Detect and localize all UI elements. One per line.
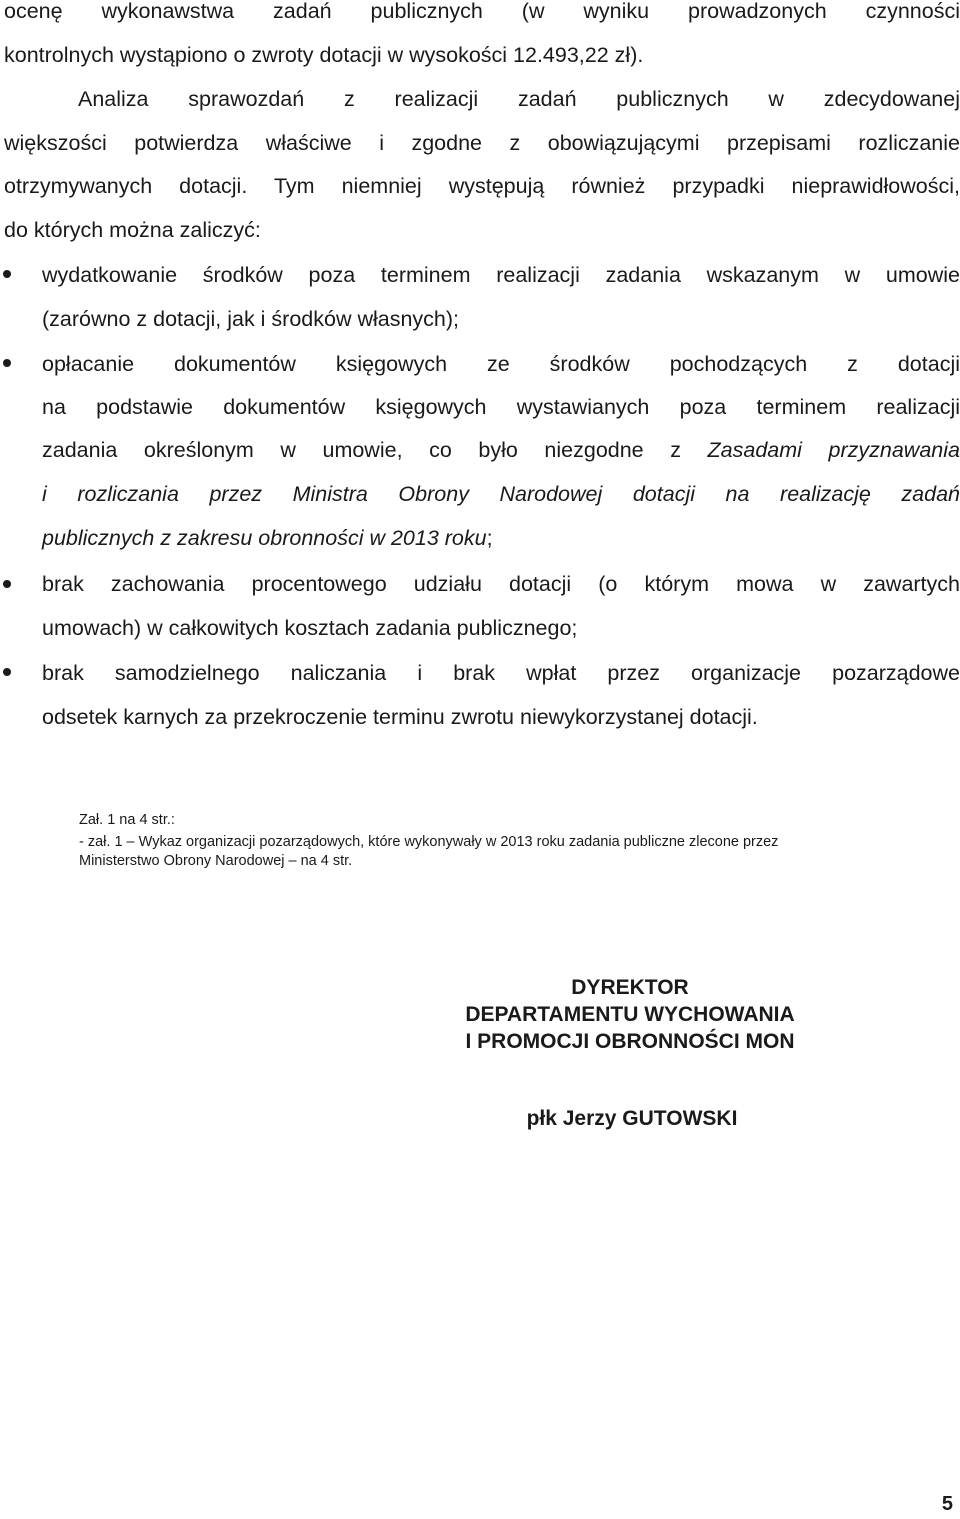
signature-title-3: I PROMOCJI OBRONNOŚCI MON bbox=[465, 1030, 795, 1053]
paragraph2-line3: otrzymywanych dotacji. Tym niemniej występują również przypadki nieprawidłowości, bbox=[4, 174, 960, 198]
bullet2-line5-italic: publicznych z zakresu obronności w 2013 roku bbox=[42, 526, 487, 550]
page-number: 5 bbox=[941, 1493, 953, 1515]
bullet1-line2: (zarówno z dotacji, jak i środków własnych); bbox=[42, 307, 460, 331]
bullet3-line2: umowach) w całkowitych kosztach zadania publicznego; bbox=[42, 616, 578, 640]
bullet-icon bbox=[3, 580, 11, 588]
bullet3-line1: brak zachowania procentowego udziału dotacji (o którym mowa w zawartych bbox=[42, 572, 960, 596]
bullet2-line5 bbox=[42, 525, 960, 552]
bullet-icon bbox=[3, 270, 11, 278]
signature-title-1: DYREKTOR bbox=[571, 976, 689, 999]
bullet-icon bbox=[3, 359, 11, 367]
signature-name: płk Jerzy GUTOWSKI bbox=[526, 1107, 738, 1130]
paragraph1-line1: ocenę wykonawstwa zadań publicznych (w wyniku prowadzonych czynności bbox=[4, 0, 960, 23]
paragraph2-line2: większości potwierdza właściwe i zgodne z obowiązującymi przepisami rozliczanie bbox=[4, 131, 960, 155]
paragraph1-line2: kontrolnych wystąpiono o zwroty dotacji w wysokości 12.493,22 zł). bbox=[4, 43, 644, 67]
signature-title-2: DEPARTAMENTU WYCHOWANIA bbox=[465, 1003, 795, 1026]
bullet-icon bbox=[3, 668, 11, 676]
bullet2-line2: na podstawie dokumentów księgowych wystawianych poza terminem realizacji bbox=[42, 395, 960, 419]
attachments-heading: Zał. 1 na 4 str.: bbox=[79, 812, 175, 828]
bullet2-line3 bbox=[42, 437, 960, 464]
bullet2-line5-text: ; bbox=[486, 526, 493, 550]
attachment-item-continued: Ministerstwo Obrony Narodowej – na 4 str. bbox=[79, 853, 353, 869]
bullet2-line3-text: zadania określonym w umowie, co było niezgodne z bbox=[42, 438, 708, 462]
paragraph2-line1: Analiza sprawozdań z realizacji zadań publicznych w zdecydowanej bbox=[78, 87, 960, 111]
paragraph2-line4: do których można zaliczyć: bbox=[4, 218, 261, 242]
bullet2-line3-italic: Zasadami przyznawania bbox=[707, 438, 960, 462]
bullet4-line2: odsetek karnych za przekroczenie terminu zwrotu niewykorzystanej dotacji. bbox=[42, 705, 758, 729]
bullet1-line1: wydatkowanie środków poza terminem realizacji zadania wskazanym w umowie bbox=[42, 263, 960, 287]
bullet2-line4: i rozliczania przez Ministra Obrony Narodowej dotacji na realizację zadań bbox=[42, 482, 960, 506]
bullet2-line1: opłacanie dokumentów księgowych ze środków pochodzących z dotacji bbox=[42, 352, 960, 376]
attachment-item: - zał. 1 – Wykaz organizacji pozarządowych, które wykonywały w 2013 roku zadania publiczne zlecone przez bbox=[79, 834, 779, 850]
bullet4-line1: brak samodzielnego naliczania i brak wpłat przez organizacje pozarządowe bbox=[42, 661, 960, 685]
